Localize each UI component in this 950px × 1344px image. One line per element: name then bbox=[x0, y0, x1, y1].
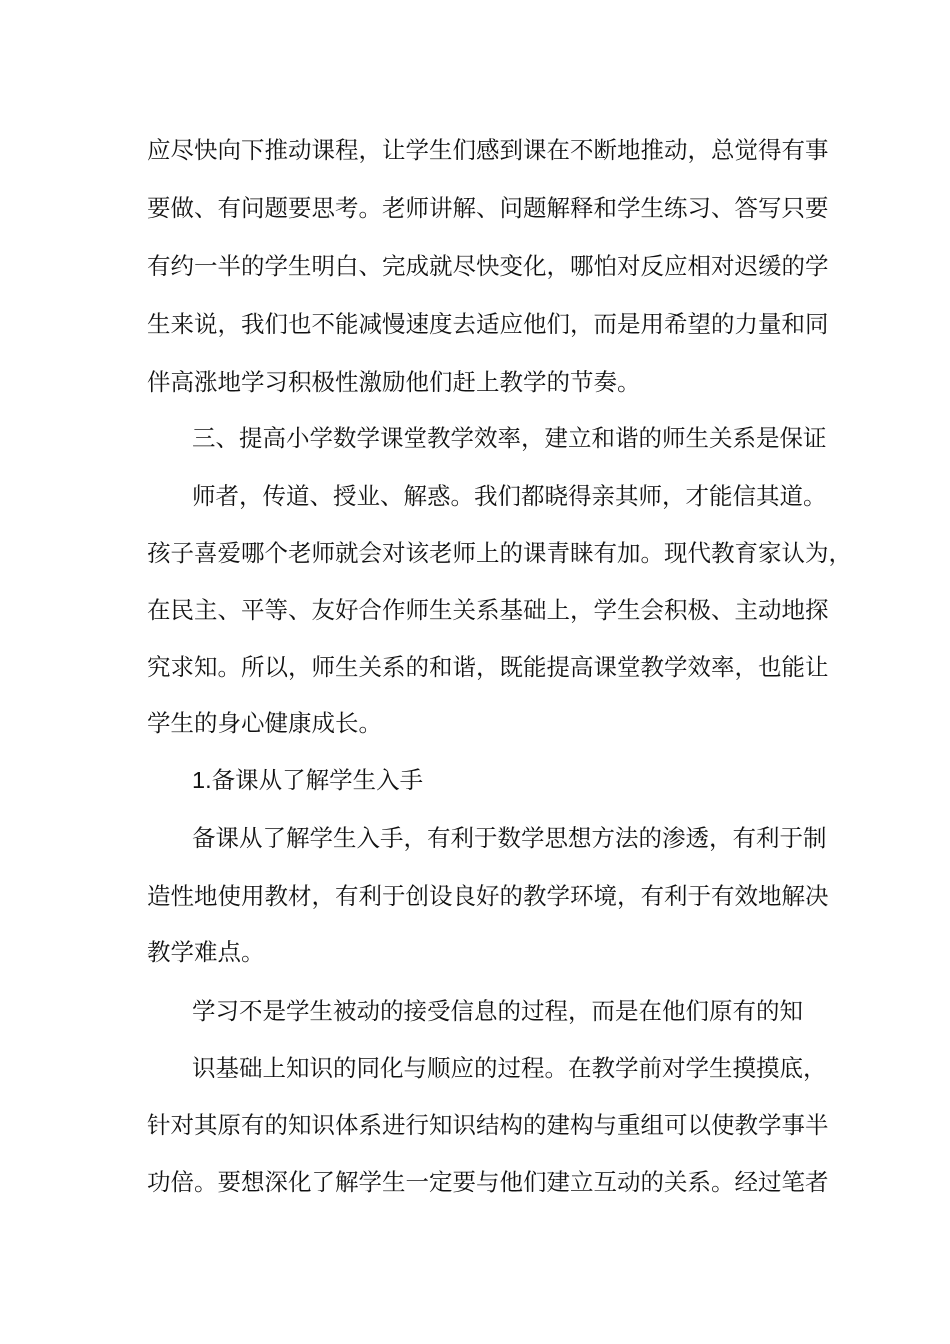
text-line: 造性地使用教材，有利于创设良好的教学环境，有利于有效地解决 bbox=[147, 882, 829, 910]
text-line: 生来说，我们也不能减慢速度去适应他们，而是用希望的力量和同 bbox=[147, 310, 829, 338]
text-line: 识基础上知识的同化与顺应的过程。在教学前对学生摸摸底， bbox=[192, 1054, 827, 1082]
text-line: 应尽快向下推动课程，让学生们感到课在不断地推动，总觉得有事 bbox=[147, 136, 829, 164]
text-line: 针对其原有的知识体系进行知识结构的建构与重组可以使教学事半 bbox=[147, 1111, 829, 1139]
text-line: 功倍。要想深化了解学生一定要与他们建立互动的关系。经过笔者 bbox=[147, 1168, 829, 1196]
text-line: 在民主、平等、友好合作师生关系基础上，学生会积极、主动地探 bbox=[147, 596, 829, 624]
text-line: 孩子喜爱哪个老师就会对该老师上的课青睐有加。现代教育家认为， bbox=[147, 539, 852, 567]
text-line: 师者，传道、授业、解惑。我们都晓得亲其师，才能信其道。 bbox=[192, 482, 827, 510]
subsection-heading: 1.备课从了解学生入手 bbox=[192, 767, 424, 793]
text-line: 备课从了解学生入手，有利于数学思想方法的渗透，有利于制 bbox=[192, 824, 827, 852]
text-line: 伴高涨地学习积极性激励他们赶上教学的节奏。 bbox=[147, 368, 641, 396]
text-line: 教学难点。 bbox=[147, 938, 265, 966]
section-heading: 三、提高小学数学课堂教学效率，建立和谐的师生关系是保证 bbox=[192, 424, 827, 452]
text-line: 学生的身心健康成长。 bbox=[147, 709, 382, 737]
text-line: 学习不是学生被动的接受信息的过程，而是在他们原有的知 bbox=[192, 997, 803, 1025]
text-line: 要做、有问题要思考。老师讲解、问题解释和学生练习、答写只要 bbox=[147, 194, 829, 222]
text-line: 有约一半的学生明白、完成就尽快变化，哪怕对反应相对迟缓的学 bbox=[147, 252, 829, 280]
text-line: 究求知。所以，师生关系的和谐，既能提高课堂教学效率，也能让 bbox=[147, 653, 829, 681]
